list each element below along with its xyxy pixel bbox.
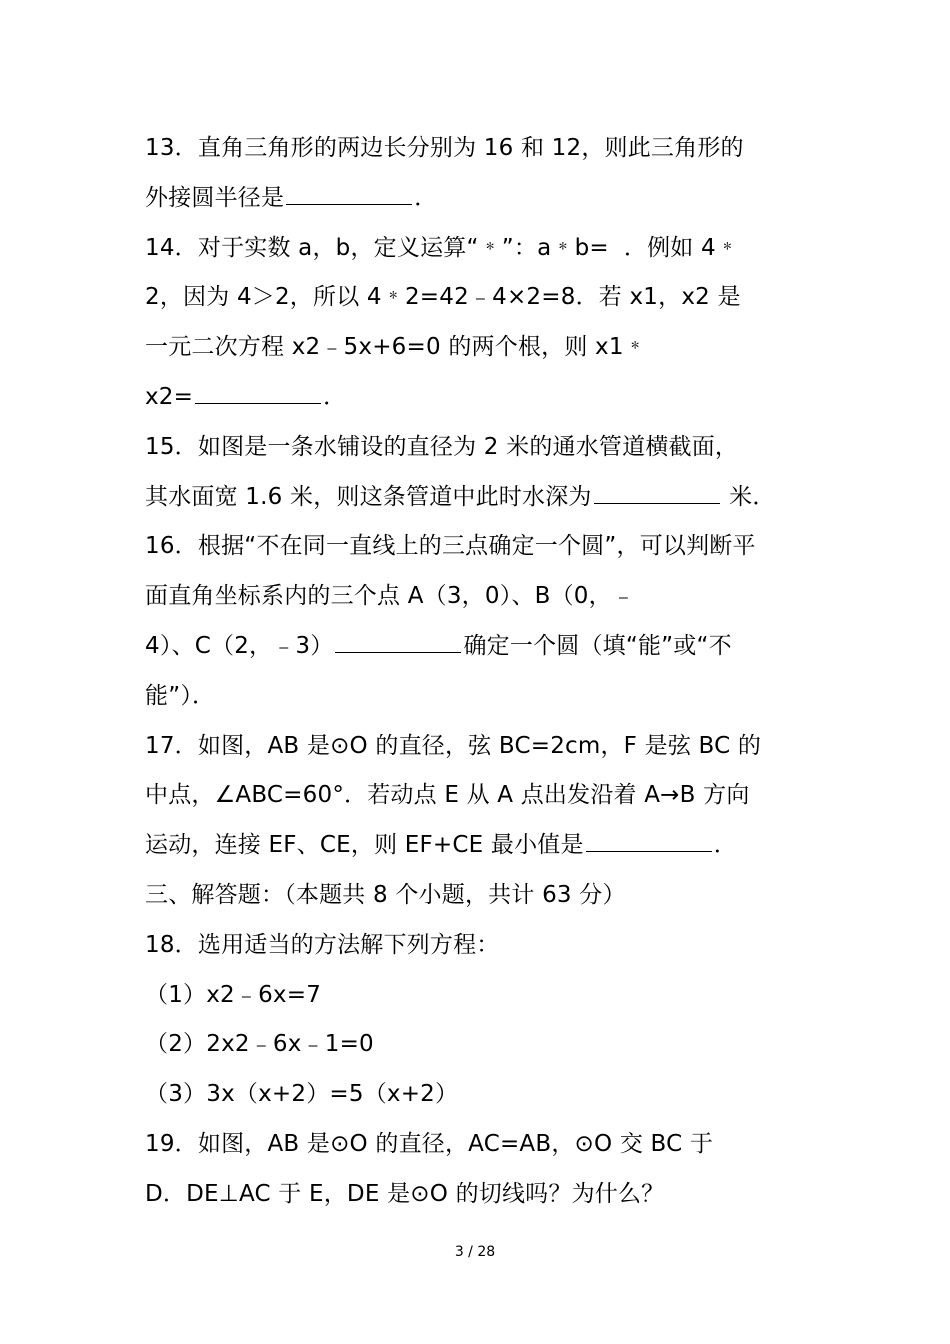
text-line [145, 1170, 825, 1220]
text-span: 15．如图是一条水铺设的直径为 2 米的通水管道横截面， [145, 433, 739, 460]
text-line [145, 821, 825, 871]
answer-blank [586, 833, 712, 852]
text-span: 中点，∠ABC=60°．若动点 E 从 A 点出发沿着 A→B 方向 [145, 782, 750, 809]
text-span: ． [414, 184, 438, 211]
text-line [145, 572, 825, 622]
text-span: ． [713, 832, 737, 859]
text-line [145, 921, 825, 971]
answer-blank [594, 485, 720, 504]
text-span: 面直角坐标系内的三个点 A（3，0）、B（0，﹣ [145, 583, 636, 610]
text-span: 4）、C（2，﹣3） [145, 632, 334, 659]
text-line [145, 1120, 825, 1170]
text-line [145, 1070, 825, 1120]
text-span: 17．如图，AB 是⊙O 的直径，弦 BC=2cm，F 是弦 BC 的 [145, 732, 762, 759]
text-line [145, 473, 825, 523]
text-span: 米． [721, 483, 776, 510]
text-line [145, 423, 825, 473]
text-span: 13．直角三角形的两边长分别为 16 和 12，则此三角形的 [145, 135, 744, 161]
page-number: 3 / 28 [454, 1244, 496, 1260]
text-span: 确定一个圆（填“能”或“不 [463, 632, 732, 659]
text-span: 16．根据“不在同一直线上的三点确定一个圆”，可以判断平 [145, 533, 756, 560]
text-line [145, 323, 825, 373]
text-span: 一元二次方程 x2﹣5x+6=0 的两个根，则 x1﹡ [145, 334, 647, 361]
text-span: （3）3x（x+2）=5（x+2） [145, 1081, 459, 1108]
text-line [145, 1020, 825, 1070]
text-line [145, 622, 825, 672]
section-heading [145, 871, 825, 921]
text-span: 14．对于实数 a，b，定义运算“﹡”：a﹡b= ．例如 4﹡ [145, 234, 740, 261]
text-span: 18．选用适当的方法解下列方程： [145, 931, 500, 958]
text-span: （1）x2﹣6x=7 [145, 981, 322, 1008]
answer-blank [335, 634, 461, 653]
text-line [145, 124, 825, 174]
text-line [145, 771, 825, 821]
text-line [145, 522, 825, 572]
text-span: 运动，连接 EF、CE，则 EF+CE 最小值是 [145, 832, 584, 859]
text-line [145, 174, 825, 224]
text-span: 19．如图，AB 是⊙O 的直径，AC=AB，⊙O 交 BC 于 [145, 1130, 714, 1157]
text-span: 2，因为 4＞2，所以 4﹡2=42﹣4×2=8．若 x1，x2 是 [145, 284, 741, 311]
text-span: D．DE⊥AC 于 E，DE 是⊙O 的切线吗？为什么？ [145, 1180, 665, 1207]
text-line [145, 722, 825, 772]
page-content [145, 124, 825, 1220]
text-line [145, 672, 825, 722]
text-span: 三、解答题：（本题共 8 个小题，共计 63 分） [145, 881, 626, 908]
text-span: ． [323, 383, 347, 410]
text-span: 外接圆半径是 [145, 184, 285, 211]
answer-blank [286, 186, 412, 205]
answer-blank [195, 385, 321, 404]
text-line [145, 224, 825, 274]
text-line [145, 273, 825, 323]
text-span: （2）2x2﹣6x﹣1=0 [145, 1031, 374, 1058]
text-line [145, 971, 825, 1021]
text-span: 其水面宽 1.6 米，则这条管道中此时水深为 [145, 483, 592, 510]
text-span: 能”）． [145, 682, 216, 709]
text-line [145, 373, 825, 423]
text-span: x2= [145, 383, 194, 410]
